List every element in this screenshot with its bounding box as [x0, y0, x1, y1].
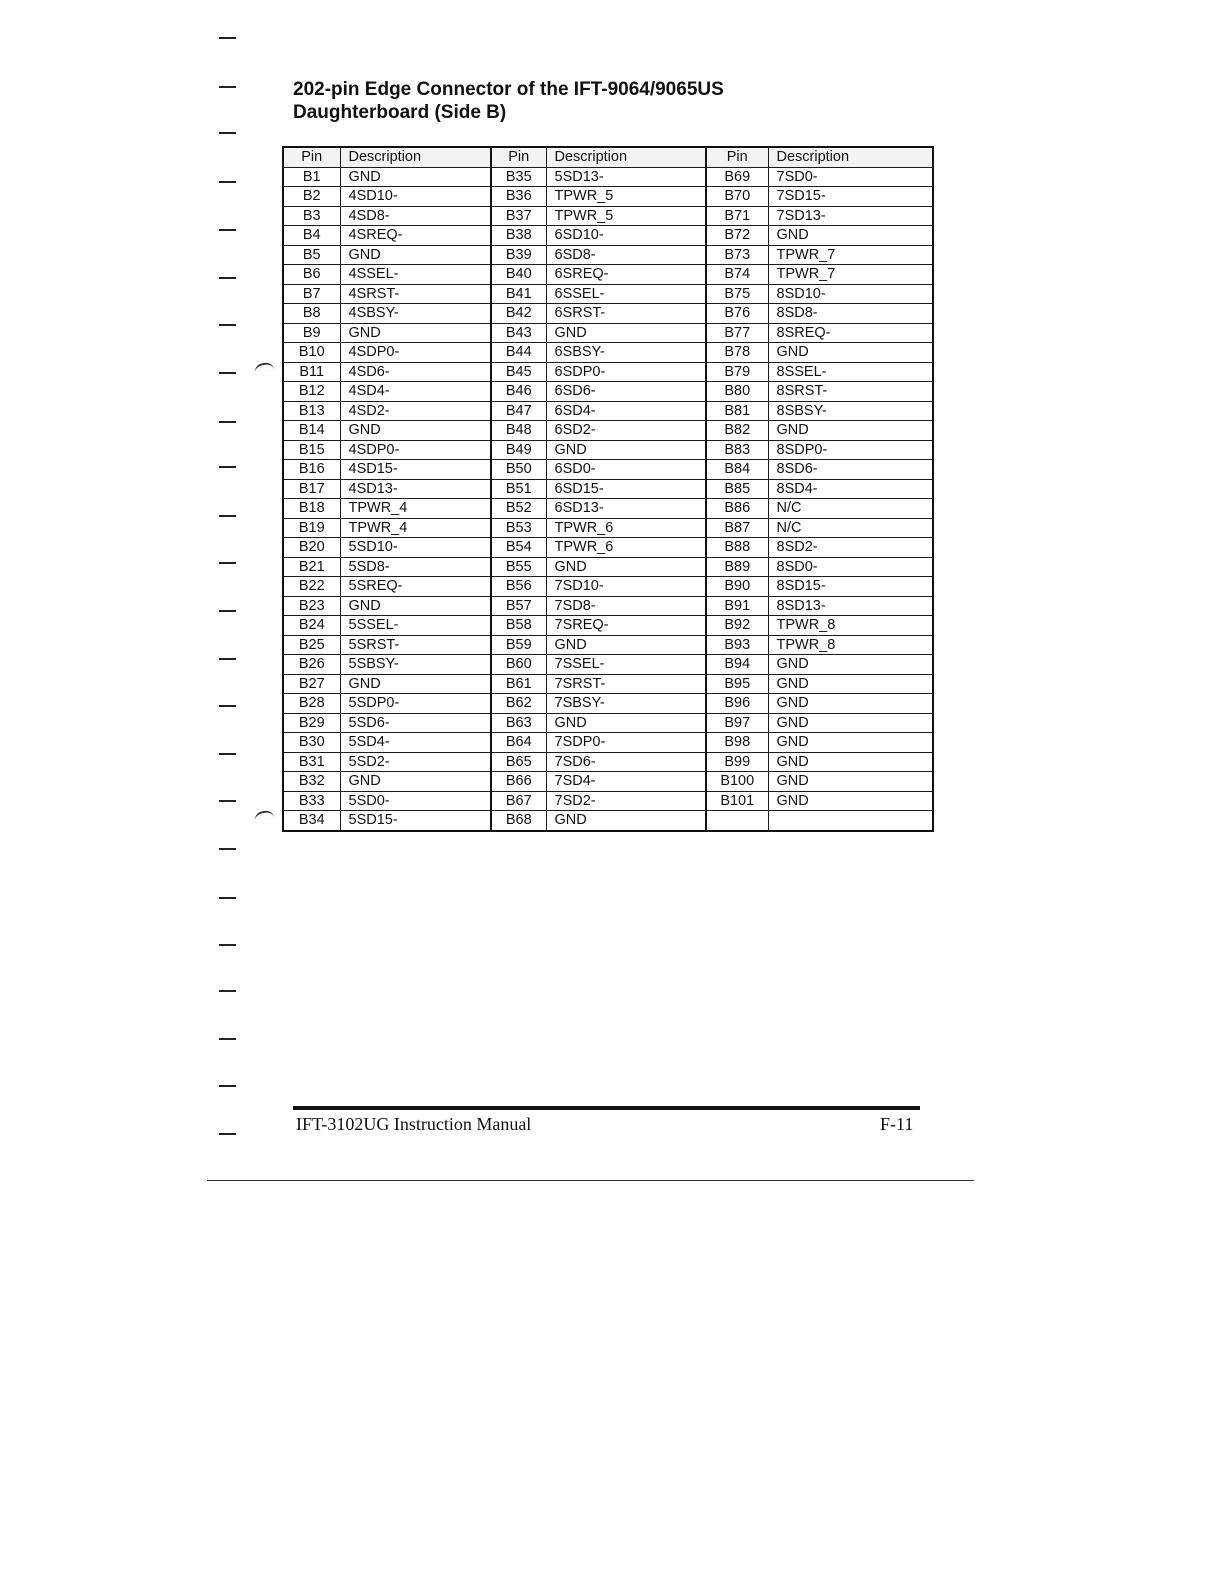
margin-tick — [219, 277, 236, 279]
table-row — [283, 284, 933, 304]
description-cell: TPWR_6 — [546, 538, 706, 558]
description-cell: 8SRST- — [768, 382, 933, 402]
description-cell: GND — [546, 323, 706, 343]
pin-cell: B3 — [283, 206, 340, 226]
description-cell: 8SD2- — [768, 538, 933, 558]
table-row — [283, 674, 933, 694]
description-cell: 6SD2- — [546, 421, 706, 441]
description-cell: 6SD8- — [546, 245, 706, 265]
pin-cell: B91 — [706, 596, 768, 616]
pin-cell: B8 — [283, 304, 340, 324]
pin-cell: B76 — [706, 304, 768, 324]
margin-tick — [219, 229, 236, 231]
description-cell: TPWR_5 — [546, 206, 706, 226]
description-cell: 7SD2- — [546, 791, 706, 811]
description-cell: GND — [768, 772, 933, 792]
pin-cell: B32 — [283, 772, 340, 792]
description-cell: GND — [768, 655, 933, 675]
title-line-1: 202-pin Edge Connector of the IFT-9064/9065US — [293, 79, 724, 100]
description-cell: TPWR_5 — [546, 187, 706, 207]
description-cell: TPWR_4 — [340, 499, 491, 519]
description-cell: TPWR_7 — [768, 245, 933, 265]
description-cell: 7SD8- — [546, 596, 706, 616]
pin-cell: B98 — [706, 733, 768, 753]
pin-cell: B23 — [283, 596, 340, 616]
description-cell: 8SD0- — [768, 557, 933, 577]
description-cell: GND — [768, 791, 933, 811]
description-cell: 7SD4- — [546, 772, 706, 792]
pin-cell: B50 — [491, 460, 546, 480]
pin-cell: B63 — [491, 713, 546, 733]
pin-cell: B79 — [706, 362, 768, 382]
pin-cell: B87 — [706, 518, 768, 538]
margin-tick — [219, 1038, 236, 1040]
pin-cell: B90 — [706, 577, 768, 597]
pin-cell: B44 — [491, 343, 546, 363]
pin-cell: B77 — [706, 323, 768, 343]
description-cell: 6SD0- — [546, 460, 706, 480]
table-row — [283, 382, 933, 402]
table-row — [283, 538, 933, 558]
table-header-row — [283, 147, 933, 167]
table-row — [283, 206, 933, 226]
description-cell: GND — [546, 635, 706, 655]
table-row — [283, 791, 933, 811]
pin-cell: B17 — [283, 479, 340, 499]
description-cell: GND — [768, 674, 933, 694]
pin-cell: B5 — [283, 245, 340, 265]
pin-cell: B11 — [283, 362, 340, 382]
description-cell: 4SD8- — [340, 206, 491, 226]
pin-cell: B20 — [283, 538, 340, 558]
description-cell: TPWR_6 — [546, 518, 706, 538]
description-cell: 4SD15- — [340, 460, 491, 480]
description-cell: 7SRST- — [546, 674, 706, 694]
pin-cell: B33 — [283, 791, 340, 811]
header-pin-1: Pin — [283, 147, 340, 167]
pin-cell: B56 — [491, 577, 546, 597]
table-row — [283, 655, 933, 675]
description-cell: TPWR_7 — [768, 265, 933, 285]
description-cell: 6SD4- — [546, 401, 706, 421]
pin-cell: B7 — [283, 284, 340, 304]
description-cell: GND — [546, 440, 706, 460]
table-row — [283, 772, 933, 792]
binder-margin-marks — [0, 0, 280, 1584]
pin-cell: B1 — [283, 167, 340, 187]
description-cell: 8SD10- — [768, 284, 933, 304]
description-cell: 4SSEL- — [340, 265, 491, 285]
pin-cell: B52 — [491, 499, 546, 519]
description-cell: GND — [768, 694, 933, 714]
description-cell: 5SRST- — [340, 635, 491, 655]
pin-table-body — [283, 167, 933, 831]
margin-tick — [219, 897, 236, 899]
pin-cell: B27 — [283, 674, 340, 694]
pin-cell: B70 — [706, 187, 768, 207]
pin-cell: B25 — [283, 635, 340, 655]
description-cell: 6SD15- — [546, 479, 706, 499]
description-cell: GND — [768, 226, 933, 246]
pin-cell: B84 — [706, 460, 768, 480]
pin-cell: B54 — [491, 538, 546, 558]
description-cell: 6SRST- — [546, 304, 706, 324]
description-cell: 5SD10- — [340, 538, 491, 558]
description-cell: 8SD4- — [768, 479, 933, 499]
description-cell: GND — [768, 713, 933, 733]
description-cell: 5SD2- — [340, 752, 491, 772]
margin-tick — [219, 800, 236, 802]
table-row — [283, 460, 933, 480]
description-cell: 8SD6- — [768, 460, 933, 480]
description-cell: GND — [546, 557, 706, 577]
pin-cell: B19 — [283, 518, 340, 538]
margin-tick — [219, 990, 236, 992]
description-cell: 7SBSY- — [546, 694, 706, 714]
table-row — [283, 694, 933, 714]
pin-cell: B99 — [706, 752, 768, 772]
pin-cell: B71 — [706, 206, 768, 226]
table-row — [283, 713, 933, 733]
table-row — [283, 733, 933, 753]
pin-cell: B29 — [283, 713, 340, 733]
margin-tick — [219, 610, 236, 612]
pin-cell: B69 — [706, 167, 768, 187]
pin-cell: B66 — [491, 772, 546, 792]
pin-cell: B94 — [706, 655, 768, 675]
pin-cell: B9 — [283, 323, 340, 343]
description-cell: 4SDP0- — [340, 440, 491, 460]
table-row — [283, 421, 933, 441]
pin-cell: B64 — [491, 733, 546, 753]
table-row — [283, 616, 933, 636]
description-cell: 6SD10- — [546, 226, 706, 246]
table-row — [283, 518, 933, 538]
description-cell: GND — [768, 752, 933, 772]
margin-tick — [219, 466, 236, 468]
description-cell: 5SREQ- — [340, 577, 491, 597]
description-cell: 8SSEL- — [768, 362, 933, 382]
pin-cell: B92 — [706, 616, 768, 636]
description-cell: 4SD10- — [340, 187, 491, 207]
description-cell: GND — [340, 596, 491, 616]
description-cell: TPWR_8 — [768, 616, 933, 636]
table-row — [283, 752, 933, 772]
description-cell: 8SBSY- — [768, 401, 933, 421]
pin-cell: B58 — [491, 616, 546, 636]
table-row — [283, 226, 933, 246]
margin-tick — [219, 1133, 236, 1135]
title-line-2: Daughterboard (Side B) — [293, 102, 507, 123]
pin-cell: B65 — [491, 752, 546, 772]
pin-cell: B48 — [491, 421, 546, 441]
header-description-1: Description — [340, 147, 491, 167]
margin-tick — [219, 658, 236, 660]
pin-cell: B37 — [491, 206, 546, 226]
pin-cell: B67 — [491, 791, 546, 811]
description-cell: 5SD6- — [340, 713, 491, 733]
description-cell: 5SBSY- — [340, 655, 491, 675]
description-cell: 5SD15- — [340, 811, 491, 831]
pin-cell: B96 — [706, 694, 768, 714]
table-row — [283, 187, 933, 207]
description-cell: 7SSEL- — [546, 655, 706, 675]
pin-cell: B83 — [706, 440, 768, 460]
footer-page-number: F-11 — [880, 1114, 914, 1134]
margin-tick — [219, 562, 236, 564]
margin-tick — [219, 1085, 236, 1087]
table-row — [283, 343, 933, 363]
description-cell: GND — [768, 343, 933, 363]
pin-cell: B61 — [491, 674, 546, 694]
pin-cell: B93 — [706, 635, 768, 655]
margin-curl — [253, 809, 274, 821]
margin-tick — [219, 515, 236, 517]
table-row — [283, 401, 933, 421]
pin-cell: B45 — [491, 362, 546, 382]
table-row — [283, 596, 933, 616]
pin-cell: B31 — [283, 752, 340, 772]
pin-cell: B43 — [491, 323, 546, 343]
pin-cell — [706, 811, 768, 831]
header-description-2: Description — [546, 147, 706, 167]
page-bottom-rule — [207, 1180, 974, 1181]
pin-cell: B42 — [491, 304, 546, 324]
pin-cell: B82 — [706, 421, 768, 441]
pin-cell: B12 — [283, 382, 340, 402]
table-row — [283, 245, 933, 265]
margin-tick — [219, 181, 236, 183]
description-cell: GND — [340, 421, 491, 441]
description-cell: GND — [340, 245, 491, 265]
pin-cell: B101 — [706, 791, 768, 811]
description-cell: 5SDP0- — [340, 694, 491, 714]
pin-cell: B34 — [283, 811, 340, 831]
pin-cell: B81 — [706, 401, 768, 421]
pin-cell: B16 — [283, 460, 340, 480]
pin-cell: B80 — [706, 382, 768, 402]
header-pin-3: Pin — [706, 147, 768, 167]
pin-cell: B36 — [491, 187, 546, 207]
description-cell: GND — [340, 674, 491, 694]
pin-cell: B35 — [491, 167, 546, 187]
description-cell: 7SD15- — [768, 187, 933, 207]
table-row — [283, 304, 933, 324]
pin-cell: B21 — [283, 557, 340, 577]
description-cell: 6SD6- — [546, 382, 706, 402]
pin-cell: B40 — [491, 265, 546, 285]
header-pin-2: Pin — [491, 147, 546, 167]
pin-cell: B86 — [706, 499, 768, 519]
pin-cell: B53 — [491, 518, 546, 538]
footer-manual-title: IFT-3102UG Instruction Manual — [296, 1114, 532, 1134]
description-cell: 6SD13- — [546, 499, 706, 519]
description-cell: 4SD13- — [340, 479, 491, 499]
description-cell: 4SRST- — [340, 284, 491, 304]
pin-cell: B72 — [706, 226, 768, 246]
description-cell: N/C — [768, 518, 933, 538]
header-description-3: Description — [768, 147, 933, 167]
description-cell: 5SD0- — [340, 791, 491, 811]
pin-cell: B60 — [491, 655, 546, 675]
pin-cell: B10 — [283, 343, 340, 363]
description-cell: 7SD10- — [546, 577, 706, 597]
pin-cell: B28 — [283, 694, 340, 714]
description-cell: 4SBSY- — [340, 304, 491, 324]
description-cell: GND — [340, 772, 491, 792]
margin-tick — [219, 944, 236, 946]
pin-cell: B95 — [706, 674, 768, 694]
description-cell: GND — [546, 713, 706, 733]
margin-curl — [253, 361, 274, 373]
pin-cell: B49 — [491, 440, 546, 460]
pin-cell: B30 — [283, 733, 340, 753]
pin-cell: B47 — [491, 401, 546, 421]
description-cell: 4SD6- — [340, 362, 491, 382]
description-cell: TPWR_8 — [768, 635, 933, 655]
margin-tick — [219, 848, 236, 850]
description-cell: GND — [768, 421, 933, 441]
description-cell: 6SSEL- — [546, 284, 706, 304]
description-cell: GND — [546, 811, 706, 831]
table-row — [283, 323, 933, 343]
description-cell: N/C — [768, 499, 933, 519]
pin-cell: B22 — [283, 577, 340, 597]
margin-tick — [219, 372, 236, 374]
table-row — [283, 635, 933, 655]
pin-cell: B68 — [491, 811, 546, 831]
description-cell: 7SD13- — [768, 206, 933, 226]
pin-cell: B46 — [491, 382, 546, 402]
description-cell: 7SD6- — [546, 752, 706, 772]
pin-cell: B41 — [491, 284, 546, 304]
margin-tick — [219, 37, 236, 39]
table-row — [283, 479, 933, 499]
pin-cell: B18 — [283, 499, 340, 519]
margin-tick — [219, 132, 236, 134]
description-cell: 8SD8- — [768, 304, 933, 324]
pin-cell: B2 — [283, 187, 340, 207]
description-cell: 7SREQ- — [546, 616, 706, 636]
description-cell: GND — [340, 323, 491, 343]
pin-cell: B51 — [491, 479, 546, 499]
description-cell: 6SREQ- — [546, 265, 706, 285]
pin-cell: B97 — [706, 713, 768, 733]
description-cell: 5SSEL- — [340, 616, 491, 636]
description-cell: 4SDP0- — [340, 343, 491, 363]
table-row — [283, 557, 933, 577]
footer-rule — [293, 1106, 920, 1110]
pin-cell: B57 — [491, 596, 546, 616]
description-cell: GND — [340, 167, 491, 187]
pin-cell: B26 — [283, 655, 340, 675]
table-row — [283, 577, 933, 597]
table-row — [283, 499, 933, 519]
pin-cell: B24 — [283, 616, 340, 636]
margin-tick — [219, 753, 236, 755]
description-cell: 8SD15- — [768, 577, 933, 597]
description-cell: 8SDP0- — [768, 440, 933, 460]
description-cell: 6SBSY- — [546, 343, 706, 363]
pin-cell: B59 — [491, 635, 546, 655]
pin-cell: B4 — [283, 226, 340, 246]
pin-cell: B89 — [706, 557, 768, 577]
pin-cell: B75 — [706, 284, 768, 304]
description-cell: 4SREQ- — [340, 226, 491, 246]
description-cell: 4SD2- — [340, 401, 491, 421]
margin-tick — [219, 324, 236, 326]
table-row — [283, 167, 933, 187]
pin-cell: B55 — [491, 557, 546, 577]
pin-cell: B6 — [283, 265, 340, 285]
pin-cell: B13 — [283, 401, 340, 421]
description-cell: TPWR_4 — [340, 518, 491, 538]
description-cell: 6SDP0- — [546, 362, 706, 382]
description-cell: 8SREQ- — [768, 323, 933, 343]
margin-tick — [219, 421, 236, 423]
table-row — [283, 811, 933, 831]
description-cell: 5SD8- — [340, 557, 491, 577]
pin-cell: B73 — [706, 245, 768, 265]
description-cell: 7SD0- — [768, 167, 933, 187]
description-cell: GND — [768, 733, 933, 753]
description-cell: 5SD4- — [340, 733, 491, 753]
pin-cell: B38 — [491, 226, 546, 246]
description-cell: 7SDP0- — [546, 733, 706, 753]
pin-cell: B14 — [283, 421, 340, 441]
margin-tick — [219, 705, 236, 707]
pin-cell: B100 — [706, 772, 768, 792]
pin-table — [282, 146, 934, 832]
description-cell — [768, 811, 933, 831]
pin-cell: B39 — [491, 245, 546, 265]
pin-cell: B62 — [491, 694, 546, 714]
page-title — [293, 78, 893, 124]
pin-cell: B78 — [706, 343, 768, 363]
description-cell: 8SD13- — [768, 596, 933, 616]
description-cell: 5SD13- — [546, 167, 706, 187]
table-row — [283, 440, 933, 460]
table-row — [283, 265, 933, 285]
table-row — [283, 362, 933, 382]
pin-cell: B15 — [283, 440, 340, 460]
pin-cell: B85 — [706, 479, 768, 499]
margin-tick — [219, 86, 236, 88]
pin-cell: B88 — [706, 538, 768, 558]
description-cell: 4SD4- — [340, 382, 491, 402]
pin-cell: B74 — [706, 265, 768, 285]
